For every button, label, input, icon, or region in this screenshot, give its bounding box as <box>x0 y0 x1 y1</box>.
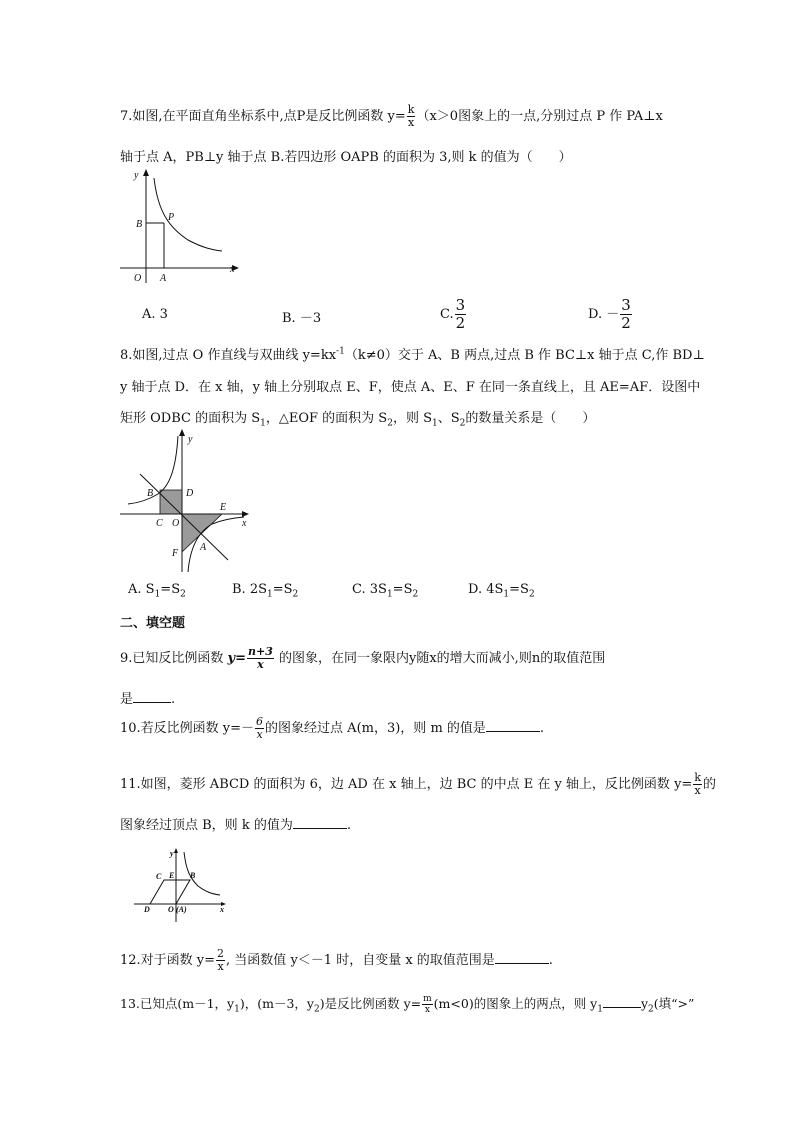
q11-label-a: (A) <box>176 905 187 914</box>
q10-answer-blank[interactable] <box>486 719 540 732</box>
q8-label-a: A <box>200 542 207 553</box>
q7-y-arrow <box>143 169 149 176</box>
q11-answer-blank[interactable] <box>293 816 347 829</box>
q8-line3: 矩形 ODBC 的面积为 $S_1$，△EOF 的面积为 $S_2$，则 $S_1$、$S_2$的数量关系是（ ） <box>120 411 596 429</box>
q10-fraction: $\frac{6}{x}$ <box>256 715 264 741</box>
q11-label-e: E <box>169 871 175 880</box>
q7-option-d[interactable]: D. － $\frac{3}{2}$ <box>588 296 631 332</box>
q7-label-o: O <box>134 273 142 284</box>
q8-option-d[interactable]: D. $4S_1=S_2$ <box>468 582 535 600</box>
q7-label-p: P <box>168 212 175 223</box>
q8-x-arrow <box>242 511 249 517</box>
q7-option-c-frac: $\frac{3}{2}$ <box>455 296 466 332</box>
q7-option-b[interactable]: B. －3 <box>282 311 322 326</box>
q7-text-b: （x＞0图象上的一点,分别过点 P 作 PA⊥x <box>416 109 663 124</box>
q8-label-e: E <box>220 502 227 513</box>
q7-figure <box>118 168 240 284</box>
q11-label-d: D <box>144 905 150 914</box>
section-title: 二、填空题 <box>120 616 186 631</box>
q8-label-b: B <box>147 488 154 499</box>
q11-figure <box>132 846 232 926</box>
q9-fraction: $\frac{n+3}{x}$ <box>248 645 273 671</box>
q13-answer-blank[interactable] <box>603 995 641 1008</box>
q7-option-a[interactable]: A. 3 <box>142 307 168 322</box>
q8-figure <box>118 428 254 574</box>
q11-label-x: x <box>220 905 224 914</box>
q8-option-c[interactable]: C. $3S_1=S_2$ <box>352 582 419 600</box>
q13-fraction: $\frac{m}{x}$ <box>423 994 432 1015</box>
q8-rect-odbc <box>160 490 182 514</box>
q7-label-y: y <box>134 170 139 181</box>
q11-label-o: O <box>168 905 174 914</box>
q9-line1: 9.已知反比例函数 y= $\frac{n+3}{x}$ 的图象，在同一象限内y随x的增大而减小,则n的取值范围 <box>120 645 606 671</box>
q12-fraction: $\frac{2}{x}$ <box>217 947 225 973</box>
q7-label-b: B <box>136 219 143 230</box>
q11-line1: 11.如图，菱形 ABCD 的面积为 6，边 AD 在 x 轴上，边 BC 的中点 E 在 y 轴上，反比例函数 y= $\frac{k}{x}$ 的 <box>120 771 716 797</box>
q7-option-c[interactable]: C. $\frac{3}{2}$ <box>440 296 466 332</box>
q8-y-arrow <box>179 429 185 436</box>
q7-label-a: A <box>160 273 167 284</box>
q7-label-x: x <box>230 264 235 275</box>
q8-line1: 8.如图,过点 O 作直线与双曲线 $y=kx^{-1}(k\ne 0)$交于 A、B 两点,过点 B 作 BC⊥x 轴于点 C,作 BD⊥ <box>120 346 705 363</box>
q8-label-y: y <box>188 434 193 445</box>
q11-fraction: $\frac{k}{x}$ <box>694 771 701 797</box>
q8-line2: y 轴于点 D．在 x 轴，y 轴上分别取点 E、F，使点 A、E、F 在同一条直线上，且 AE=AF．设图中 <box>120 380 701 395</box>
q11-y-arrow <box>174 848 178 853</box>
q8-label-f: F <box>172 548 179 559</box>
q10-line: 10.若反比例函数 y=－ $\frac{6}{x}$ 的图象经过点 A(m，3)，则 m 的值是 . <box>120 715 545 741</box>
q8-label-o: O <box>172 518 180 529</box>
q13-line: 13.已知点(m－1，$y_1$)，(m－3，$y_2$)是反比例函数 y= $\frac{m}{x}$ (m<0)的图象上的两点，则 $y_1$ $y_2$(填“>” <box>120 994 695 1015</box>
q8-label-x: x <box>242 518 247 529</box>
q9-line2: 是 . <box>120 692 176 707</box>
q11-label-y: y <box>170 849 174 858</box>
q11-rhombus <box>150 880 190 904</box>
q7-line1 <box>120 104 663 129</box>
q8-option-b[interactable]: B. $2S_1=S_2$ <box>232 582 299 600</box>
q12-answer-blank[interactable] <box>495 951 549 964</box>
q11-line2: 图象经过顶点 B，则 k 的值为 . <box>120 818 351 833</box>
q8-label-d: D <box>186 488 194 499</box>
q8-option-a[interactable]: A. $S_1=S_2$ <box>128 582 186 600</box>
q7-text-a: 7.如图,在平面直角坐标系中,点P是反比例函数 y= <box>120 109 406 124</box>
q7-line2: 轴于点 A，PB⊥y 轴于点 B.若四边形 OAPB 的面积为 3,则 k 的值为（ ） <box>120 150 572 165</box>
q7-fraction: $\frac{k}{x}$ <box>407 103 415 129</box>
q8-label-c: C <box>156 518 163 529</box>
q7-option-d-frac: $\frac{3}{2}$ <box>621 296 631 332</box>
q9-answer-blank[interactable] <box>133 690 171 703</box>
q11-label-b: B <box>190 871 196 880</box>
q11-label-c: C <box>156 872 162 881</box>
q12-line: 12.对于函数 y= $\frac{2}{x}$ , 当函数值 y＜－1 时，自变量 x 的取值范围是 . <box>120 947 553 973</box>
